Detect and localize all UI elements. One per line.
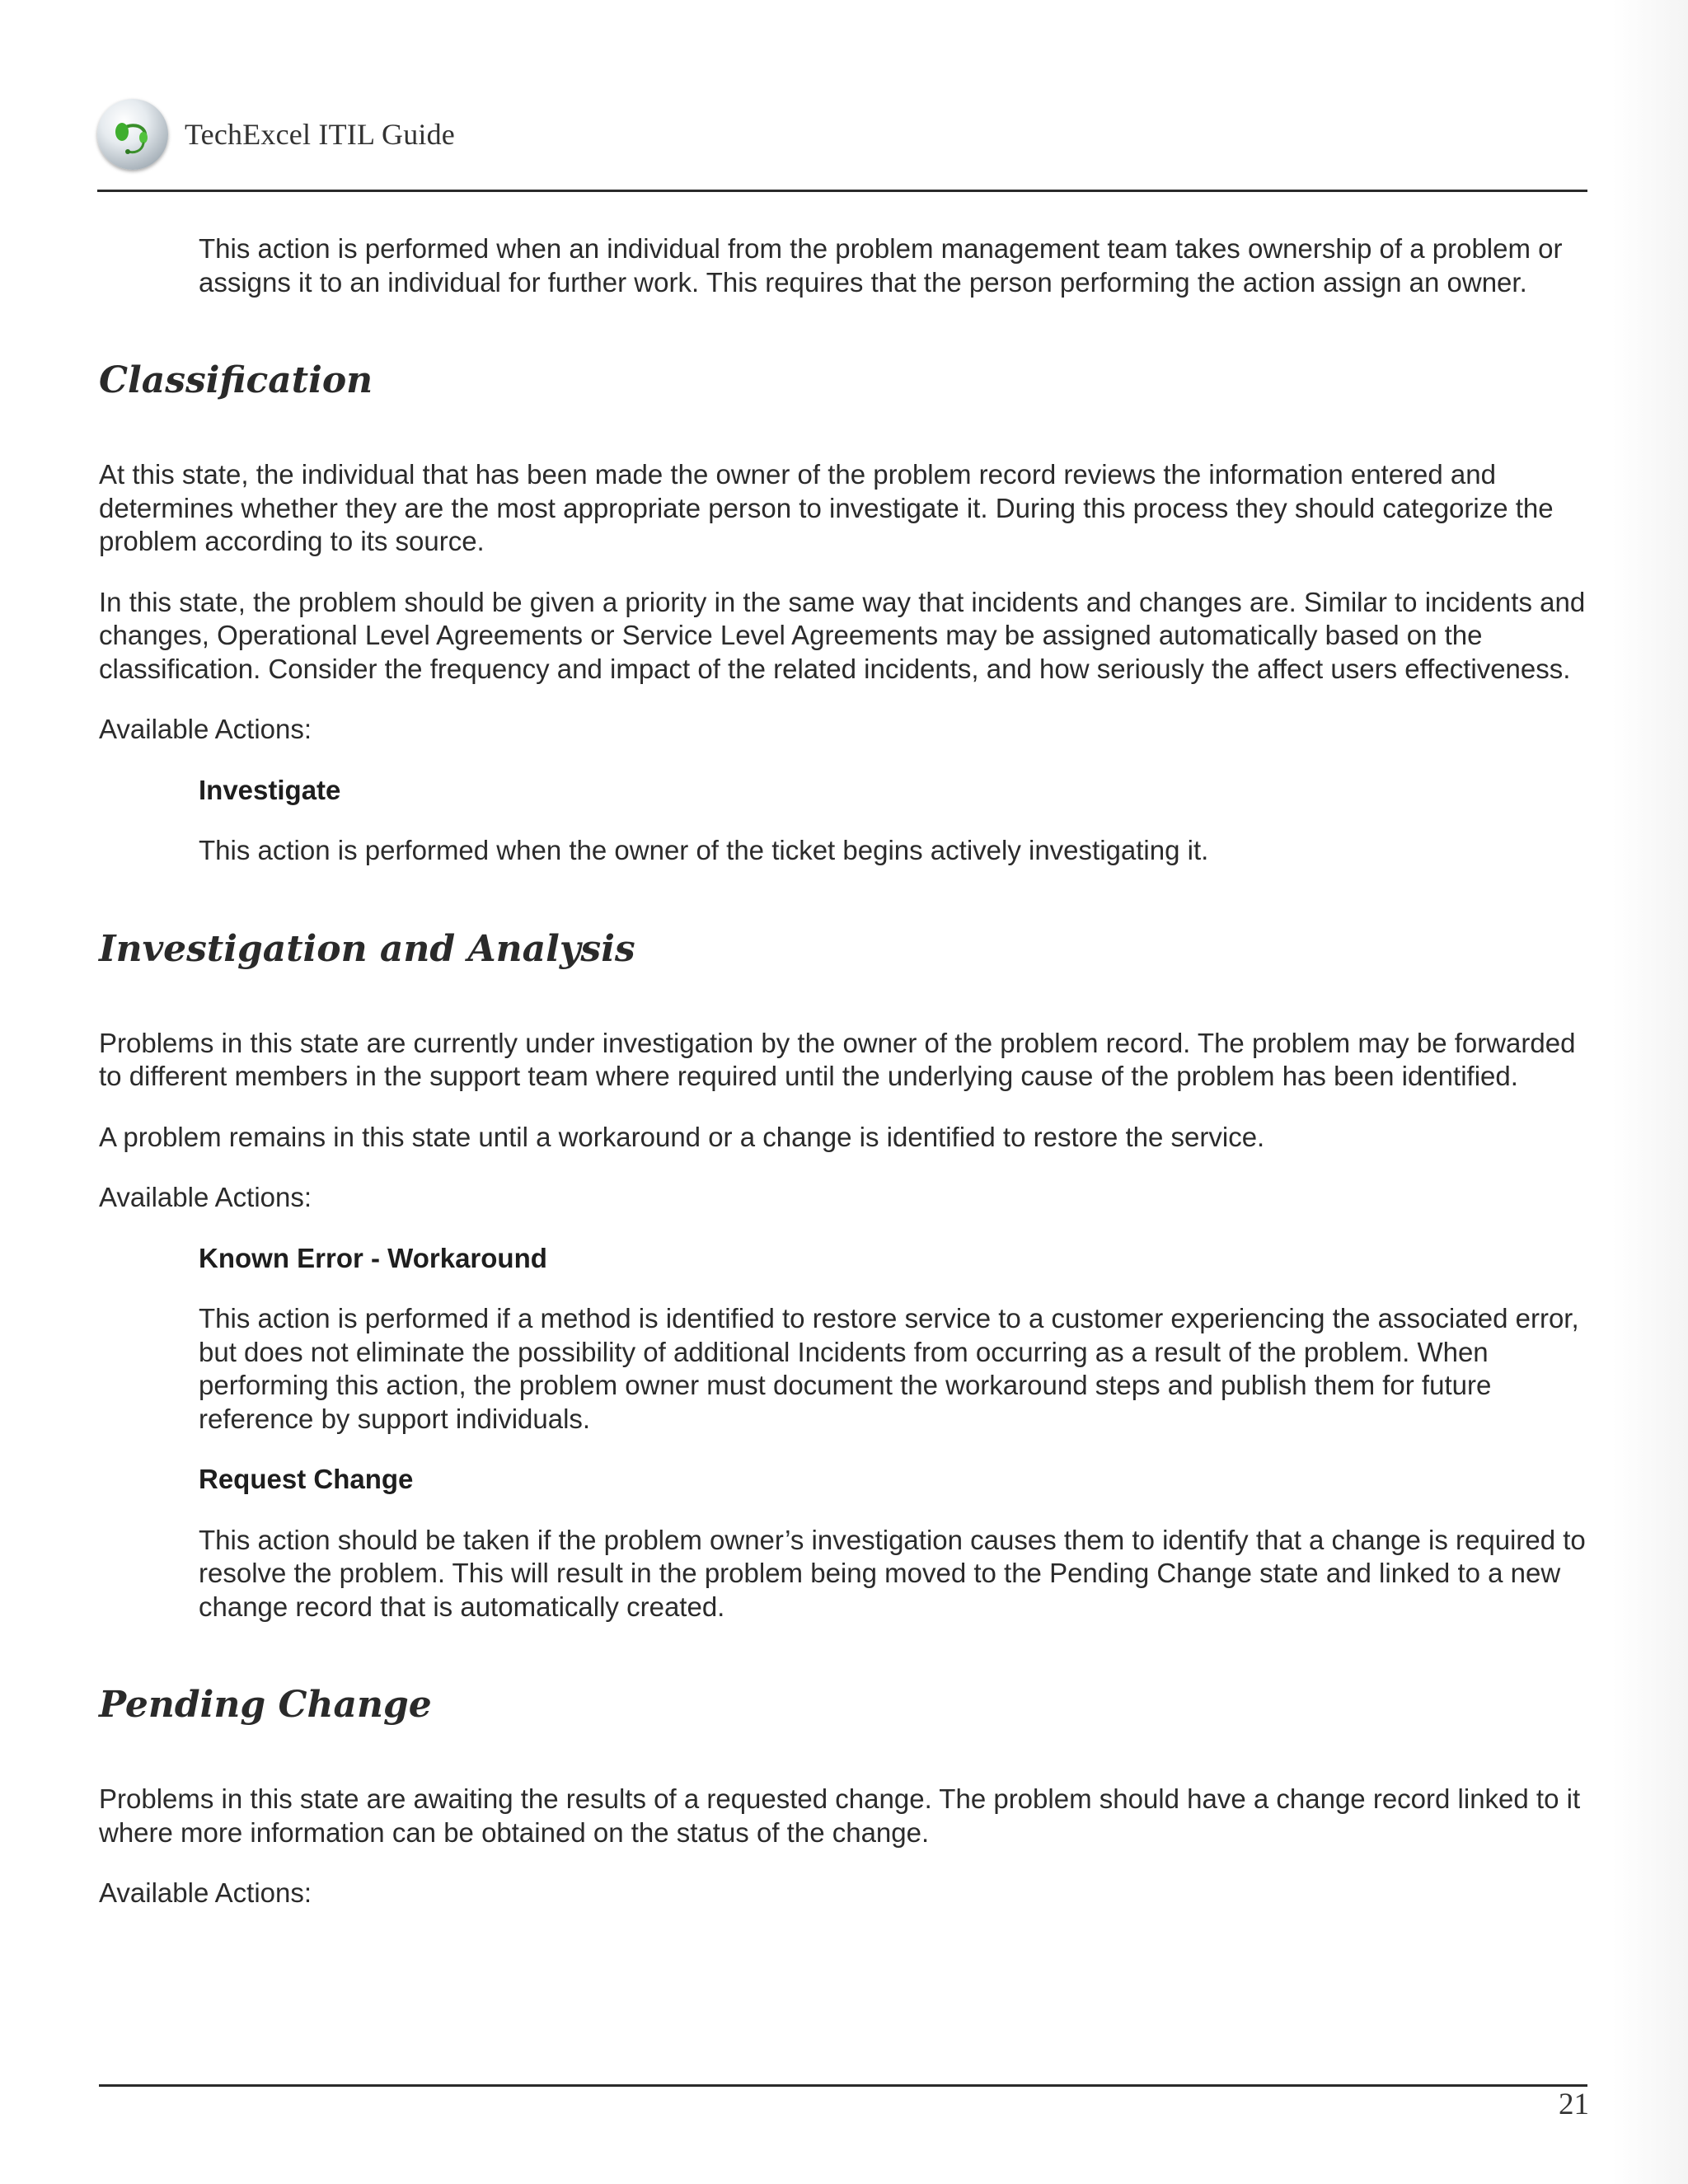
action-description-investigate: This action is performed when the owner of the ticket begins actively investigating it. bbox=[199, 835, 1209, 865]
pending-change-paragraph-1: Problems in this state are awaiting the results of a requested change. The problem should have a change record linked to it where more information can be obtained on the status of the change. bbox=[99, 1783, 1581, 1848]
classification-paragraph-2: In this state, the problem should be given a priority in the same way that incidents and changes are. Similar to incidents and changes, Operational Level Agreements or Service Level Agreements may be assigned automatically based on the classification. Consider the frequency and impact of the related incidents, and how seriously the affect users effectiveness. bbox=[99, 586, 1586, 684]
page-number: 21 bbox=[1559, 2088, 1589, 2121]
section-heading-pending-change: Pending Change bbox=[99, 1684, 432, 1726]
available-actions-label: Available Actions: bbox=[99, 714, 312, 744]
classification-paragraph-1: At this state, the individual that has been made the owner of the problem record reviews the information entered and determines whether they are the most appropriate person to investigate it. During this process they should categorize the problem according to its source. bbox=[99, 459, 1554, 556]
page-edge-shade bbox=[1612, 0, 1688, 2184]
footer-divider bbox=[99, 2084, 1587, 2087]
investigation-paragraph-2: A problem remains in this state until a workaround or a change is identified to restore the service. bbox=[99, 1121, 1265, 1152]
action-description-known-error-workaround: This action is performed if a method is identified to restore service to a customer experiencing the associated error, but does not eliminate the possibility of additional Incidents from occurring as a result of the problem. When performing this action, the problem owner must document the workaround steps and publish them for future reference by support individuals. bbox=[199, 1303, 1579, 1434]
section-heading-investigation: Investigation and Analysis bbox=[99, 927, 635, 970]
intro-paragraph: This action is performed when an individual from the problem management team takes ownership of a problem or assigns it to an individual for further work. This requires that the person performing the action assign an owner. bbox=[199, 233, 1563, 298]
page-header bbox=[97, 97, 455, 171]
headset-logo-icon bbox=[97, 99, 168, 170]
action-name-known-error-workaround: Known Error - Workaround bbox=[199, 1242, 547, 1273]
action-description-request-change: This action should be taken if the problem owner’s investigation causes them to identify that a change is required to resolve the problem. This will result in the problem being moved to the Pending Change state and linked to a new change record that is automatically created. bbox=[199, 1524, 1586, 1622]
guide-title: TechExcel ITIL Guide bbox=[185, 118, 455, 151]
action-name-request-change: Request Change bbox=[199, 1464, 414, 1494]
investigation-paragraph-1: Problems in this state are currently under investigation by the owner of the problem record. The problem may be forwarded to different members in the support team where required until the underlying cause of the problem has been identified. bbox=[99, 1027, 1576, 1091]
action-name-investigate: Investigate bbox=[199, 774, 341, 805]
section-heading-classification: Classification bbox=[99, 359, 373, 401]
header-divider bbox=[97, 190, 1587, 192]
available-actions-label: Available Actions: bbox=[99, 1877, 312, 1908]
page-content bbox=[99, 232, 1587, 1910]
available-actions-label: Available Actions: bbox=[99, 1182, 312, 1212]
